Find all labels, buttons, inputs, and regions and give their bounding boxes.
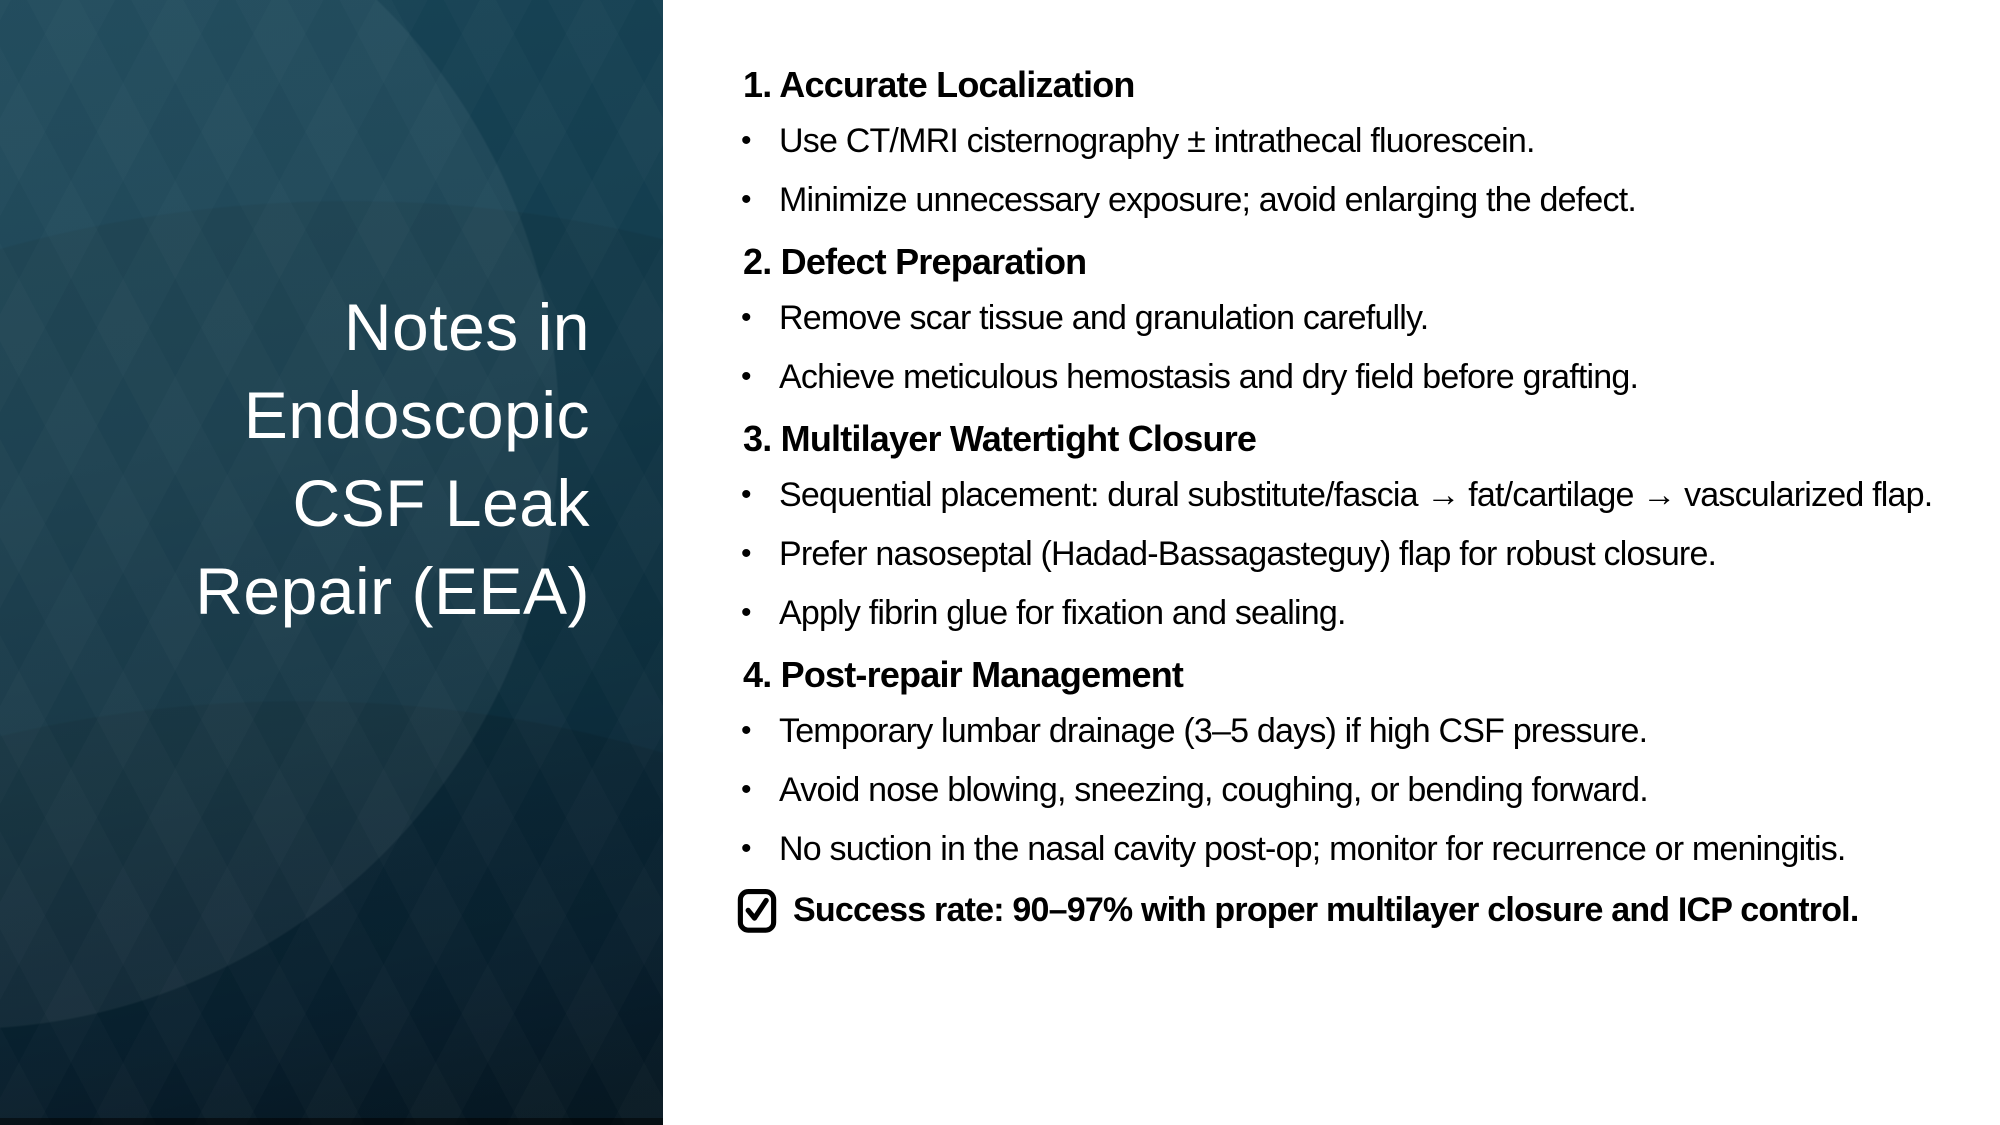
bullet-item: • Apply fibrin glue for fixation and sealing. — [737, 591, 1990, 635]
section-heading: 4. Post-repair Management — [743, 654, 1184, 695]
success-note — [737, 886, 1990, 934]
title-panel — [0, 0, 663, 1125]
section-heading: 1. Accurate Localization — [743, 64, 1135, 105]
bullet-item: • Avoid nose blowing, sneezing, coughing, or bending forward. — [737, 768, 1990, 812]
slide-title-line: Notes in — [343, 290, 590, 364]
bullet-list — [737, 709, 1990, 871]
slide-title — [195, 283, 590, 635]
slide-title-line: Endoscopic — [243, 378, 590, 452]
section-heading: 3. Multilayer Watertight Closure — [743, 418, 1257, 459]
bullet-item: • Prefer nasoseptal (Hadad-Bassagasteguy) flap for robust closure. — [737, 532, 1990, 576]
section-heading: 2. Defect Preparation — [743, 241, 1087, 282]
checkbox-checked-icon — [737, 887, 777, 933]
success-note-text: Success rate: 90–97% with proper multilayer closure and ICP control. — [793, 891, 1859, 929]
bullet-item: • Achieve meticulous hemostasis and dry field before grafting. — [737, 355, 1990, 399]
bullet-list — [737, 119, 1990, 222]
bullet-item: • Use CT/MRI cisternography ± intrathecal fluorescein. — [737, 119, 1990, 163]
slide-body — [737, 60, 1990, 934]
slide-title-line: CSF Leak — [292, 466, 590, 540]
bullet-item: • No suction in the nasal cavity post-op; monitor for recurrence or meningitis. — [737, 827, 1990, 871]
bullet-list — [737, 473, 1990, 635]
bullet-item: • Sequential placement: dural substitute/fascia → fat/cartilage → vascularized flap. — [737, 473, 1990, 517]
bullet-list — [737, 296, 1990, 399]
slide-title-line: Repair (EEA) — [195, 554, 590, 628]
bullet-item: • Minimize unnecessary exposure; avoid enlarging the defect. — [737, 178, 1990, 222]
bullet-item: • Remove scar tissue and granulation carefully. — [737, 296, 1990, 340]
bullet-item: • Temporary lumbar drainage (3–5 days) if high CSF pressure. — [737, 709, 1990, 753]
